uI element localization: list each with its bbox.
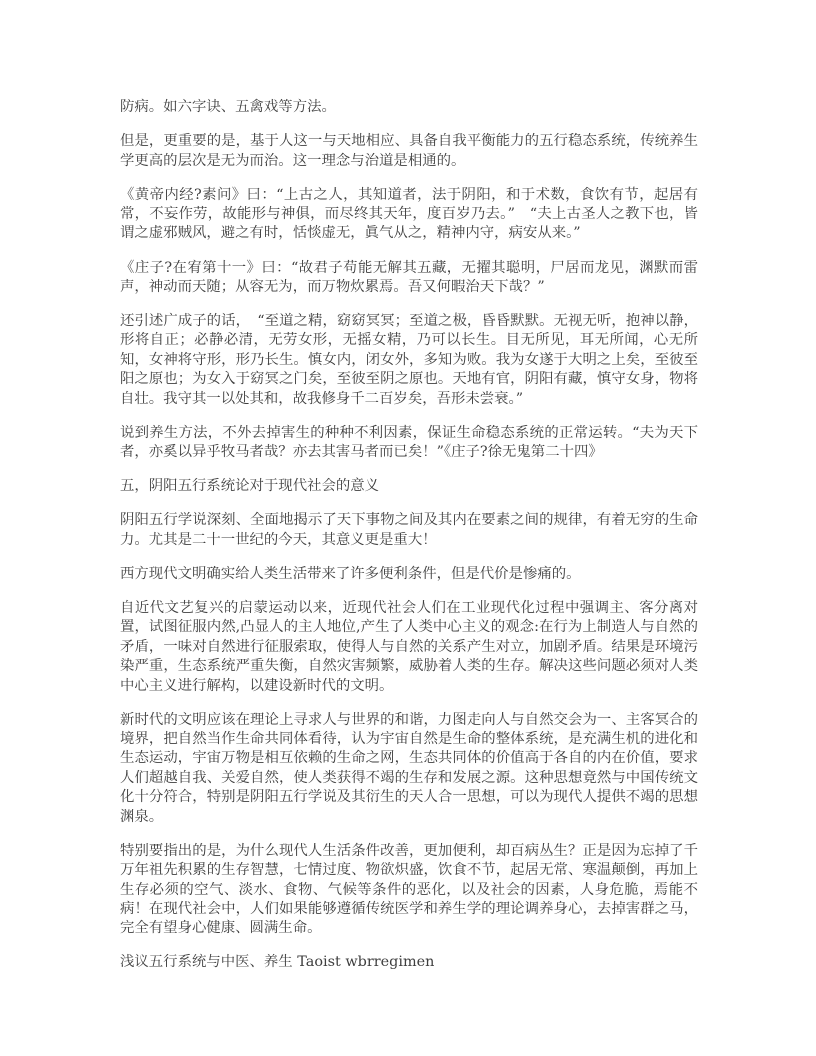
paragraph-health-method-summary: 说到养生方法，不外去掉害生的种种不利因素，保证生命稳态系统的正常运转。“夫为天下者，亦奚以异乎牧马者哉？亦去其害马者而已矣！”《庄子?徐无鬼第二十四》	[120, 424, 698, 461]
paragraph-new-era-civilization: 新时代的文明应该在理论上寻求人与世界的和谐，力图走向人与自然交会为一、主客冥合的境界，把自然当作生命共同体看待，认为宇宙自然是生命的整体系统，是充满生机的进化和生态运动，宇宙万物是相互依赖的生命之网，生态共同体的价值高于各自的内在价值，要求人们超越自我、关爱自然，使人类获得不竭的生存和发展之源。这种思想竟然与中国传统文化十分符合，特别是阴阳五行学说及其衍生的天人合一思想，可以为现代人提供不竭的思想渊泉。	[120, 711, 698, 825]
paragraph-prevention-methods: 防病。如六字诀、五禽戏等方法。	[120, 99, 336, 115]
section-heading-five: 五，阴阳五行系统论对于现代社会的意义	[120, 478, 380, 495]
paragraph-modern-life-illness: 特别要指出的是，为什么现代人生活条件改善，更加便利，却百病丛生？正是因为忘掉了千万年祖先积累的生存智慧，七情过度、物欲炽盛，饮食不节，起居无常、寒温颠倒，再加上生存必须的空气、淡水、食物、气候等条件的恶化，以及社会的因素，人身危脆，焉能不病！在现代社会中，人们如果能够遵循传统医学和养生学的理论调养身心，去掉害群之马，完全有望身心健康、圆满生命。	[120, 842, 698, 937]
paragraph-yinyang-significance: 阴阳五行学说深刻、全面地揭示了天下事物之间及其内在要素之间的规律，有着无穷的生命力。尤其是二十一世纪的今天，其意义更是重大！	[120, 512, 698, 548]
paragraph-western-civilization-cost: 西方现代文明确实给人类生活带来了许多便利条件，但是代价是惨痛的。	[120, 565, 581, 582]
paragraph-anthropocentrism-critique: 自近代文艺复兴的启蒙运动以来，近现代社会人们在工业现代化过程中强调主、客分离对置，试图征服内然,凸显人的主人地位,产生了人类中心主义的观念:在行为上制造人与自然的矛盾，一味对自然进行征服索取，使得人与自然的关系产生对立，加剧矛盾。结果是环境污染严重，生态系统严重失衡，自然灾害频繁，威胁着人类的生存。解决这些问题必须对人类中心主义进行解构，以建设新时代的文明。	[120, 599, 698, 694]
paragraph-huangdi-neijing-quote: 《黄帝内经?素问》曰：“上古之人，其知道者，法于阴阳，和于术数，食饮有节，起居有常，不妄作劳，故能形与神俱，而尽终其天年，度百岁乃去。” “夫上古圣人之教下也，皆谓之虚邪贼风，避之有时，恬惔虚无，眞气从之，精神内守，病安从来。”	[120, 186, 698, 242]
paragraph-guangchengzi-quote: 还引述广成子的话， “至道之精，窈窈冥冥；至道之极，昏昏默默。无视无听，抱神以静，形将自正；必静必清，无劳女形，无摇女精，乃可以长生。目无所见，耳无所闻，心无所知，女神将守形，形乃长生。慎女内，闭女外，多知为败。我为女遂于大明之上矣，至彼至阳之原也；为女入于窈冥之门矣，至彼至阴之原也。天地有官，阴阳有藏，慎守女身，物将自壮。我守其一以处其和，故我修身千二百岁矣，吾形未尝衰。”	[120, 313, 698, 407]
document-page	[120, 98, 698, 973]
footer-title-line: 浅议五行系统与中医、养生 Taoist wbrregimen	[120, 954, 435, 971]
paragraph-wuwei-governance: 但是，更重要的是，基于人这一与天地相应、具备自我平衡能力的五行稳态系统，传统养生学更高的层次是无为而治。这一理念与治道是相通的。	[120, 133, 698, 169]
paragraph-zhuangzi-zaiyou-quote: 《庄子?在宥第十一》曰：“故君子苟能无解其五藏，无擢其聪明，尸居而龙见，渊默而雷声，神动而天随；从容无为，而万物炊累焉。吾又何暇治天下哉？”	[120, 259, 698, 295]
